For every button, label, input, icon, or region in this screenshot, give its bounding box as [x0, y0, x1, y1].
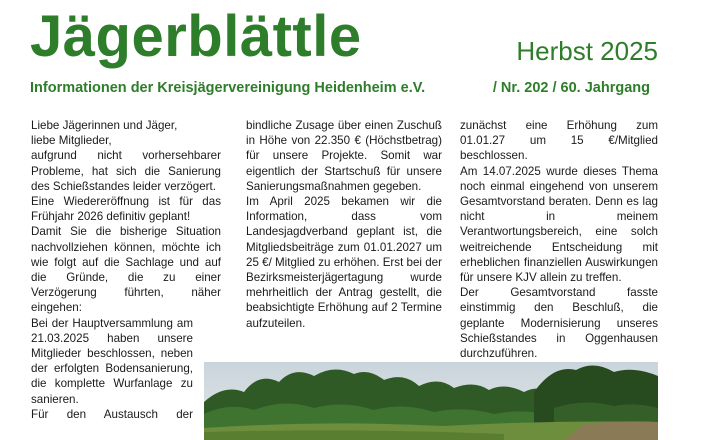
subtitle-bar — [30, 78, 660, 98]
paragraph: Am 14.07.2025 wurde dieses Thema noch einmal eingehend von unserem Gesamtvorstand beraten. Denn es lag nicht in meinem Verantwortungsbereich, eine solch weitreichende Entscheidung mit erheblichen finanziellen Auswirkungen für unsere KJV allein zu treffen. — [460, 164, 658, 285]
paragraph: Eine Wiedereröffnung ist für das Frühjahr 2026 definitiv geplant! — [31, 195, 221, 224]
paragraph: Für den Austausch der — [31, 407, 193, 421]
paragraph: bindliche Zusage über einen Zuschuß in Höhe von 22.350 € (Höchstbetrag) für unsere Projekte. Somit war eigentlich der Startschuß für unsere Sanierungsmaßnahmen gegeben. — [246, 119, 442, 193]
paragraph: Der Gesamtvorstand fasste einstimmig den Beschluß, die geplante Modernisierung unseres Schießstandes in Oggenhausen durchzuführen. — [460, 286, 658, 361]
publisher-name: Informationen der Kreisjägervereinigung Heidenheim e.V. — [30, 80, 426, 96]
masthead-title: Jägerblättle — [30, 4, 362, 69]
article-column-2 — [246, 118, 442, 331]
issue-number: / Nr. 202 / 60. Jahrgang — [492, 80, 650, 96]
forest-landscape-image — [204, 362, 658, 440]
greeting-line: liebe Mitglieder, — [31, 134, 112, 148]
paragraph: zunächst eine Erhöhung zum 01.01.27 um 15 €/Mitglied beschlossen. — [460, 119, 658, 163]
forest-photo — [204, 362, 658, 440]
paragraph: Bei der Hauptversammlung am 21.03.2025 haben unsere Mitglieder beschlossen, neben der erfolgten Bodensanierung, die komplette Wurfanlage zu sanieren. — [31, 316, 193, 406]
greeting-line: Liebe Jägerinnen und Jäger, — [31, 119, 178, 132]
paragraph: aufgrund nicht vorhersehbarer Probleme, hat sich die Sanierung des Schießstandes leider verzögert. — [31, 149, 221, 193]
article-column-3 — [460, 118, 658, 361]
paragraph: Im April 2025 bekamen wir die Information, dass vom Landesjagdverband geplant ist, die Mitgliedsbeiträge zum 01.01.2027 um 25 €/ Mitglied zu erhöhen. Erst bei der Bezirksmeisterjägertagung wurde mehrheitlich der Antrag gestellt, die beabsichtigte Erhöhung auf 2 Termine aufzuteilen. — [246, 195, 442, 330]
article-column-1 — [31, 118, 221, 422]
paragraph: Damit Sie die bisherige Situation nachvollziehen können, möchte ich wie folgt auf die Sachlage und auf die Gründe, die zu einer Verzögerung führten, näher eingehen: — [31, 225, 221, 315]
season-label: Herbst 2025 — [516, 36, 658, 66]
